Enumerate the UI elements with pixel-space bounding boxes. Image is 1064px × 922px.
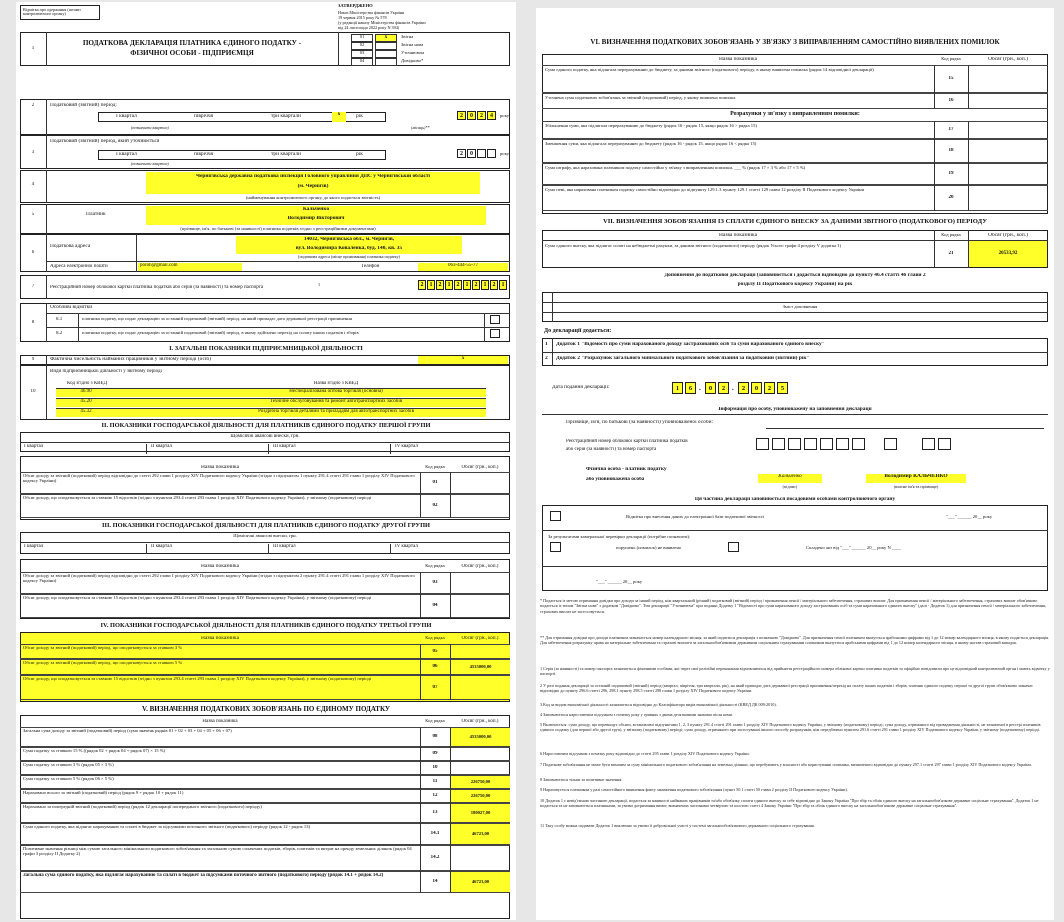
row-code: 14.2 [430,855,440,860]
year-word: року [500,114,510,118]
reg-cell[interactable] [852,438,865,450]
attachments-label: До декларації додається: [544,328,612,334]
payer-given-names: Володимир Вікторович [287,216,345,221]
column-header-name: Назва показника [201,636,239,641]
row-code: 03 [432,580,438,585]
row-code: 13 [432,810,438,815]
kved-code: 45.20 [80,399,92,404]
row-value[interactable]: 4535000,00 [451,660,510,674]
quarter-label: I квартал [24,544,44,549]
row-code: 01 [432,480,438,485]
row-text: Нараховано за попередній звітний (податковий) період (рядок 12 декларації попереднього звітного (податкового) періоду) [23,805,262,809]
kved-code: 45.32 [80,409,92,414]
kved-code-header: Код згідно з КВЕД [67,381,107,386]
mark-8-2-checkbox[interactable] [490,329,500,338]
row-number: 10 [30,389,36,394]
kved-code: 46.90 [80,389,92,394]
column-header-sum: Обсяг (грн., коп.) [461,564,499,569]
footnote: * Подається із метою отримання довідки про доходи за інший період, ніж квартальний (річний) податковий (звітний) період / призначення пенсії / матеріального забезпечення, страхових виплат. Для призначення пенсії / матеріального забезпечення, страхових виплат обов'язково подається із типом "Звітна нова" з додатком "Довідково". Тип декларації "Уточнююча" при поданні Додатку 1 "Відомості про суми нарахованого доходу застрахованих осіб та суми нарахованого єдиного внеску" (далі - Додаток 1) для призначення пенсії / матеріального забезпечення, страхових виплат не застосовується. [540,598,1046,614]
column-header-sum: Обсяг (грн., коп.) [461,719,499,724]
row-value[interactable] [451,495,510,517]
corr-q3-option[interactable]: три квартали [271,152,301,157]
row-value[interactable] [451,595,510,617]
no-violations-label: порушень (помилок) не виявлено [616,546,682,550]
row-number: 1 [31,46,35,51]
declaration-page-2: VI. ВИЗНАЧЕННЯ ПОДАТКОВИХ ЗОБОВ'ЯЗАНЬ У ЗВ'ЯЗКУ З ВИПРАВЛЕННЯМ САМОСТІЙНО ВИЯВЛЕНИХ ПОМИЛОК Назва показника Код рядка Обсяг (грн., коп.) Сума єдиного податку, яка підлягала перерахуванню до бюджету, за даними звітного (податкового) періоду, в якому виявлена помилка (рядок 14 відповідної декларації) 15 Уточнена сума податкових зобов'язань за звітний (податковий) період, у якому виявлена помилка 16 Розрахунки у зв'язку з виправленням помилки: Збільшення суми, яка підлягала перерахуванню до бюджету (рядок 16 - рядок 15, якщо рядок 16 > рядка 15) 17 Зменшення суми, яка підлягала перерахуванню до бюджету (рядок 16 - рядок 15, якщо рядок 16 < рядка 15) 18 Сума штрафу, яка нарахована платником податку самостійно у зв'язку з виправленням помилки, ___ % (рядок 17 × 3 % або 17 × 5 %) 19 Сума пені, яка нарахована платником податку самостійно відповідно до підпункту 129.1.3 пункту 129.1 статті 129 глави 12 розділу II Податкового кодексу України 20 VII. ВИЗНАЧЕННЯ ЗОБОВ'ЯЗАННЯ ІЗ СПЛАТИ ЄДИНОГО ВНЕСКУ ЗА ДАНИМИ ЗВІТНОГО (ПОДАТКОВОГО) ПЕРІОДУ Назва показника Код рядка Обсяг (грн., коп.) Сума єдиного внеску, яка підлягає сплаті на небюджетні рахунки, за даними звітного (податкового) періоду (рядок Усього графи 4 розділу V додатка 1) 21 20533,92 Доповнення до податкової декларації (заповнюється і додається відповідно до пункту 46.4 статті 46 глави 2 розділу II Податкового кодексу України) на рік Зміст доповнення До декларації додається: 1 Додаток 1 "Відомості про суми нарахованого доходу застрахованих осіб та суми нарахованого єдиного внеску" 2 Додаток 2 "Розрахунок загального мінімального податкового зобов'язання за податковий (звітний) рік" Дата подання декларації: 1 6 0 2 2 0 2 5 . . Інформація про особу, уповноважену на заповнення декларації Прізвище, ім'я, по батькові (за наявності) уповноваженої особи: Реєстраційний номер облікової картки платника податків або серія (за наявності) та номер паспорта Фізична особа - платник податку або уповноважена особа Кальченко (підпис) Володимир КАЛЬЧЕНКО (власне ім'я та прізвище) Ця частина декларації заповнюється посадовими особами контролюючого органу Відмітка про внесення даних до електронної бази податкової звітності "___" ______ 20__ року За результатами камеральної перевірки декларації (потрібне позначити): порушень (помилок) не виявлено Складено акт від "___" ______ 20__ року N ____ "___" ______ 20__ року * Подається із метою отримання довідки про доходи за інший період, ніж квартальний (річний) податковий (звітний) період / призначення пенсії / матеріального забезпечення, страхових виплат. Для призначення пенсії / матеріального забезпечення, страхових виплат обов'язково подається із типом "Звітна нова" з додатком "Довідково". Тип декларації "Уточнююча" при поданні Додатку 1 "Відомості про суми нарахованого доходу застрахованих осіб та суми нарахованого єдиного внеску" (далі - Додаток 1) для призначення пенсії / матеріального забезпечення, страхових виплат не застосовується. ** Для отримання довідки про доходи платником зазначається номер календарного місяця, за який подається декларація з позначкою "Довідково". Для призначення пенсії платником вказується арабськими цифрами від 1 до 12 номер календарного місяця, в якому подається декларація. Для забезпечення розрахунку права на матеріальне забезпечення та страхові виплати за загальнообов'язковим державним соціальним страхуванням платником вказується арабськими цифрами від 1 до 12 номер календарного місяця, в якому настав страховий випадок. 1 Серія (за наявності) та номер паспорта зазначається фізичними особами, які через свої релігійні переконання відмовляються від прийняття реєстраційного номера облікової картки платника податків та офіційно повідомили про це відповідний контролюючий орган і мають відмітку у паспорті. 2 У разі подання декларації за останній податковий (звітний) період (квартал, півріччя, три квартали, рік), на який припадає дата державної реєстрації припинення/перехід на сплату інших податків і зборів, платник єдиного податку першої та другої групи обов'язково зазначає відповідно до пункту 296.6 статті 296, 298.1 пункту 298.5 статті 298 глави 1 розділу XIV Податкового кодексу України. 3 Код за видом економічної діяльності зазначається відповідно до Класифікатора видів економічної діяльності (КВЕД ДК 009:2010). 4 Заповнюється наростаючим підсумком з початку року у гривнях з двома десятковими знаками після коми. 5 Включається: сума доходу, що перевищує обсяги, встановлені підпунктами 1, 2, 3 пункту 291.4 статті 291 глави 1 розділу XIV Податкового кодексу України, у звітному (податковому) періоді; сума доходу, отриманого від провадження діяльності, не зазначеної в реєстрі платників єдиного податку (для першої або другої груп), у звітному (податковому) періоді; сума доходу, отриманого при застосуванні іншого способу розрахунків, ніж передбачено пунктом 291.6 статті 291 глави 1 розділу XIV Податкового кодексу України, у звітному (податковому) періоді. 6 Наростаючим підсумком з початку року відповідно до статті 295 глави 1 розділу XIV Податкового кодексу України. 7 Податкове зобов'язання не може бути меншим за суму мінімального податкового зобов'язання на земельні ділянки, що перебувають у власності або користуванні платника, визначеного відповідно до пункту 297.1 статті 297 глави 1 розділу XIV Податкового кодексу України. 8 Заповнюється тільки за позитивне значення. 9 Нараховується платником у разі самостійного виявлення факту заниження податкового зобов'язання (пункт 50.1 статті 50 глави 2 розділу II Податкового кодексу України). 10 Додаток 1 є невід'ємною частиною декларації, подається за наявності найманих працівників та/або обов'язку сплати єдиного внеску за себе відповідно до Закону України "Про збір та облік єдиного внеску на загальнообов'язкове державне соціальне страхування". Додаток 1 не подається та не заповнюється платниками, за умови дотримання вимог, визначених частинами четвертою та шостою статті 4 Закону України "Про збір та облік єдиного внеску на загальнообов'язкове державне соціальне страхування". 11 Таку особу можна подавати Додаток 1 виключно за умови її добровільної участі у системі загальнообов'язкового державного соціального страхування. [536,8,1054,920]
tax-address-line-1: 14032, Чернігівська обл., м. Чернігів, [303,237,395,242]
corrected-period-selector [98,150,386,160]
row-text: Уточнена сума податкових зобов'язань за звітний (податковий) період, у якому виявлена помилка [545,96,736,100]
row-21-code: 21 [948,251,954,256]
digit-cell[interactable] [487,149,496,158]
row-number: 3 [31,150,35,155]
column-header-name: Назва показника [719,233,757,238]
phone-field[interactable]: 063-444-55-77 [418,263,508,271]
row-text: Обсяг доходу за звітний (податковий) період, що оподатковується за ставкою 5 % [23,661,183,665]
footnote: 5 Включається: сума доходу, що перевищує обсяги, встановлені підпунктами 1, 2, 3 пункту 291.4 статті 291 глави 1 розділу XIV Податкового кодексу України, у звітному (податковому) періоді; сума доходу, отриманого від провадження діяльності, не зазначеної в реєстрі платників єдиного податку (для першої або другої груп), у звітному (податковому) періоді; сума доходу, отриманого при застосуванні іншого способу розрахунків, ніж передбачено пунктом 291.6 статті 291 глави 1 розділу XIV Податкового кодексу України, у звітному (податковому) періоді. [540,722,1041,733]
row-value[interactable] [451,573,510,593]
digit-cell[interactable]: 2 [490,280,498,290]
row-number: 6 [31,250,35,255]
reg-cell[interactable] [884,438,897,450]
period-q3-option[interactable]: три квартали [271,114,301,119]
doc-type-label: Звітна нова [401,43,424,47]
control-date: "___" ______ 20__ року [596,580,643,584]
column-header-name: Назва показника [719,57,757,62]
approved-line: Наказ Міністерства фінансів України [338,11,405,15]
approved-line: 19 червня 2015 року № 578 [338,16,387,20]
row-code: 19 [948,171,954,176]
additions-heading: Доповнення до податкової декларації (заповнюється і додається відповідно до пункту 46.4 статті 46 глави 2 [664,273,926,278]
authorized-person-reg-label: Реєстраційний номер облікової картки платника податків [566,439,688,444]
row-value[interactable] [969,140,1047,162]
declaration-subtitle: ФІЗИЧНОЇ ОСОБИ - ПІДПРИЄМЦЯ [130,50,254,57]
row-code: 05 [432,648,438,654]
row-number: 5 [31,212,35,217]
signer-name-field[interactable]: Володимир КАЛЬЧЕНКО [866,474,966,483]
row-21-value[interactable]: 20533,92 [969,241,1047,267]
quarter-label: I квартал [24,444,44,449]
kved-list [56,388,486,418]
row-text: Нараховано всього за звітний (податковий) період (рядок 9 + рядок 10 + рядок 11) [23,791,184,795]
row-text: Загальна сума єдиного податку, яка підлягає нарахуванню та сплаті в бюджет за підсумками поточного звітного (податкового) періоду (рядок 14.1 + рядок 14.2) [23,873,384,878]
declaration-title: ПОДАТКОВА ДЕКЛАРАЦІЯ ПЛАТНИКА ЄДИНОГО ПОДАТКУ - [82,40,302,47]
row-code: 15 [948,76,954,81]
period-q1-option[interactable]: I квартал [116,114,137,119]
payer-surname: Кальченко [302,207,330,212]
additions-content-header: Зміст доповнення [782,305,818,309]
row-code: 04 [432,603,438,608]
db-entry-label: Відмітка про внесення даних до електронної бази податкової звітності [626,515,765,519]
column-header-sum: Обсяг (грн., коп.) [988,233,1028,238]
row-text: Обсяг доходу, що оподатковується за ставкою 15 відсотків (згідно з пунктом 293.4 статті 293 глави 1 розділу XIV Податкового кодексу України), у звітному (податковому) періоді [23,677,372,681]
advance-payments-label: Щомісячні авансові внески, грн. [230,434,300,439]
signer-name-note: (власне ім'я та прізвище) [893,485,939,489]
column-header-code: Код рядка [425,636,445,640]
doc-type-checkbox[interactable] [375,58,397,66]
reg-cell[interactable] [820,438,833,450]
date-digit[interactable]: 5 [777,382,788,394]
footnote: 8 Заповнюється тільки за позитивне значення. [540,777,623,782]
date-digit[interactable]: 0 [751,382,762,394]
tax-address-line-2: вул. Володимира Коваленка, буд. 140, кв. 35 [295,246,403,251]
approved-line: (у редакції наказу Міністерства фінансів України [338,21,426,25]
row-text: Сума єдиного податку, яка підлягає нарахуванню та сплаті в бюджет за підсумками поточного звітного (податкового) періоду (рядок 12 - рядок 13) [23,825,311,829]
authorized-person-name-label: Прізвище, ім'я, по батькові (за наявності) уповноваженої особи: [566,420,713,425]
row-text: Обсяг доходу за звітний (податковий) період відповідно до статті 292 глави 1 розділу XIV Податкового кодексу України (згідно з підпунктом 1 пункту 291.4 статті 291 глави 1 розділу XIV Податкового кодексу України) [23,474,415,483]
db-entry-checkbox[interactable] [550,511,561,521]
row-value[interactable] [451,748,510,760]
date-digit[interactable]: 2 [738,382,749,394]
section-1-heading: I. ЗАГАЛЬНІ ПОКАЗНИКИ ПІДПРИЄМНИЦЬКОЇ ДІЯЛЬНОСТІ [169,345,363,352]
control-section-heading: Ця частина декларації заповнюється посадовими особами контролюючого органу [694,497,896,502]
doc-type-label: Уточнююча [401,51,425,55]
corr-half-option[interactable]: півріччя [194,152,214,157]
quarter-label: II квартал [146,444,264,454]
row-value[interactable]: 226750,00 [451,790,510,802]
date-digit[interactable]: 2 [718,382,729,394]
footnote: 9 Нараховується платником у разі самостійного виявлення факту заниження податкового зобов'язання (пункт 50.1 статті 50 глави 2 розділу II Податкового кодексу України). [540,787,848,792]
row-number: 4 [31,182,35,187]
mark-8-2-number: 8.2 [56,331,63,336]
digit-cell[interactable]: 2 [457,149,466,158]
tax-office-note: (найменування контролюючого органу, до якого подається звітність) [245,196,381,200]
receipt-stamp-text: Відмітка про одержання (штамп контролюючого органу) [23,8,81,17]
row-value[interactable] [451,676,510,699]
payer-label: Платник [86,212,106,217]
attachment-2: Додаток 2 "Розрахунок загального мінімального податкового зобов'язання за податковий (звітний) рік" [556,356,810,361]
footnote: 7 Податкове зобов'язання не може бути меншим за суму мінімального податкового зобов'язання на земельні ділянки, що перебувають у власності або користуванні платника, визначеного відповідно до пункту 297.1 статті 297 глави 1 розділу XIV Податкового кодексу України. [540,762,1032,767]
row-value[interactable] [451,762,510,774]
authorized-person-heading: Інформація про особу, уповноважену на заповнення декларації [718,407,872,412]
digit-cell[interactable]: 1 [463,280,471,290]
row-text: Сума податку за ставкою 15 % ((рядок 02 + рядок 04 + рядок 07) × 15 %) [23,749,166,753]
doc-type-code: 03 [351,50,373,58]
period-half-option[interactable]: півріччя [194,114,214,119]
footnote: 3 Код за видом економічної діяльності зазначається відповідно до Класифікатора видів економічної діяльності (КВЕД ДК 009:2010). [540,702,777,707]
row-number: 8 [31,320,35,325]
mark-8-2-text: платника податку, що подає декларацію за останній податковий (звітний) період, в якому здійснено перехід на сплату інших податків і зборів [82,331,359,335]
row-value[interactable] [451,645,510,658]
email-field[interactable]: poroh@gmail.com [138,263,242,271]
digit-cell[interactable]: 1 [481,280,489,290]
section-3-quarters [20,542,510,554]
desk-audit-label: За результатами камеральної перевірки декларації (потрібне позначити): [548,535,691,539]
phone-label: Телефон [361,264,380,269]
row-code: 02 [432,503,438,508]
section-7-heading: VII. ВИЗНАЧЕННЯ ЗОБОВ'ЯЗАННЯ ІЗ СПЛАТИ ЄДИНОГО ВНЕСКУ ЗА ДАНИМИ ЗВІТНОГО (ПОДАТКОВОГО) ПЕРІОДУ [602,218,988,225]
employees-count[interactable]: 5 [418,356,508,364]
document-type-list [351,34,501,66]
reg-cell[interactable] [938,438,951,450]
date-digit[interactable]: 2 [764,382,775,394]
rnokpp-label: Реєстраційний номер облікової картки платника податків або серія (за наявності) та номер паспорта [50,285,264,290]
signature-note: (підпис) [782,485,798,489]
row-value[interactable]: 4535000,00 [451,728,510,746]
row-text: Сума податку за ставкою 3 % (рядок 05 × 3 %) [23,763,114,767]
row-8-frame [20,303,510,342]
reg-cell[interactable] [772,438,785,450]
digit-cell[interactable]: 1 [427,280,435,290]
signature-field[interactable]: Кальченко [758,474,822,483]
act-drawn-checkbox[interactable] [728,542,739,552]
row-code: 06 [432,664,438,669]
receipt-stamp-box [20,5,100,20]
row-code: 17 [948,127,954,132]
row-code: 10 [432,765,438,770]
row-value[interactable] [969,122,1047,138]
period-year-option[interactable]: рік [356,114,363,119]
digit-cell[interactable]: 2 [472,280,480,290]
column-header-code: Код рядка [941,233,961,237]
doc-type-checkbox[interactable]: x [375,34,397,42]
doc-type-checkbox[interactable] [375,42,397,50]
quarter-label: IV квартал [390,444,508,454]
row-code: 18 [948,148,954,153]
kved-name-header: Назва згідно з КВЕД [313,381,359,386]
signer-label: Фізична особа - платник податку [586,467,667,472]
reg-cell[interactable] [756,438,769,450]
corr-q1-option[interactable]: I квартал [116,152,137,157]
period-note: (позначити квартал) [131,126,169,130]
row-code: 11 [432,779,438,784]
row-value[interactable] [969,186,1047,210]
row-value[interactable]: 46723,00 [451,872,510,892]
row-value[interactable]: 46723,00 [451,824,510,844]
digit-cell[interactable]: 2 [457,111,466,120]
row-text: Сума штрафу, яка нарахована платником податку самостійно у зв'язку з виправленням помилки, ___ % (рядок 17 × 3 % або 17 × 5 %) [545,166,806,170]
section-2-quarters [20,442,510,452]
kved-name: Неспеціалізована оптова торгівля (основна) [289,389,383,394]
tax-address-label: Податкова адреса [50,244,91,249]
digit-cell[interactable]: 2 [477,111,486,120]
reg-cell[interactable] [788,438,801,450]
row-value[interactable] [969,164,1047,184]
date-sep: . [699,385,701,392]
footnote-mark: 1 [318,283,321,287]
tax-office-name: Чернігівська державна податкова інспекція Головного управління ДПС у Чернігівській області [196,174,430,179]
db-entry-date: "___" ______ 20__ року [946,515,993,519]
row-21-text: Сума єдиного внеску, яка підлягає сплаті на небюджетні рахунки, за даними звітного (податкового) періоду (рядок Усього графи 4 розділу V додатка 1) [545,244,841,248]
digit-cell[interactable]: 1 [445,280,453,290]
row-text: Обсяг доходу за звітний (податковий) період, що оподатковується за ставкою 3 % [23,646,183,650]
row-text: Сума пені, яка нарахована платником податку самостійно відповідно до підпункту 129.1.3 пункту 129.1 статті 129 глави 12 розділу II Податкового кодексу України [545,188,865,192]
date-digit[interactable]: 0 [705,382,716,394]
kved-label: Види підприємницької діяльності у звітному періоді [50,369,162,374]
row-code: 07 [432,684,438,690]
doc-type-code: 02 [351,42,373,50]
mark-8-1-checkbox[interactable] [490,315,500,324]
footnote: 4 Заповнюється наростаючим підсумком з початку року у гривнях з двома десятковими знаками після коми. [540,712,733,717]
digit-cell[interactable]: 2 [418,280,426,290]
quarter-label: III квартал [268,544,386,554]
doc-type-label: Звітна [401,35,414,39]
row-value[interactable]: 226750,00 [451,776,510,788]
row-number: 7 [31,284,35,289]
footnote: 1 Серія (за наявності) та номер паспорта зазначається фізичними особами, які через свої релігійні переконання відмовляються від прийняття реєстраційного номера облікової картки платника податків та офіційно повідомили про це відповідний контролюючий орган і мають відмітку у паспорті. [540,666,1050,677]
section-4-heading: IV. ПОКАЗНИКИ ГОСПОДАРСЬКОЇ ДІЯЛЬНОСТІ ДЛЯ ПЛАТНИКІВ ЄДИНОГО ПОДАТКУ ТРЕТЬОЇ ГРУПИ [100,622,432,629]
footnote: 10 Додаток 1 є невід'ємною частиною декларації, подається за наявності найманих працівників та/або обов'язку сплати єдиного внеску за себе відповідно до Закону України "Про збір та облік єдиного внеску на загальнообов'язкове державне соціальне страхування". Додаток 1 не подається та не заповнюється платниками, за умови дотримання вимог, визначених частинами четвертою та шостою статті 4 Закону України "Про збір та облік єдиного внеску на загальнообов'язкове державне соціальне страхування". [540,798,1039,809]
row-code: 14.1 [430,831,440,836]
row-value[interactable] [451,473,510,493]
mark-8-1-text: платника податку, що подає декларацію за останній податковий (звітний) період, на який припадає дата державної реєстрації припинення [82,317,352,321]
date-sep: . [732,385,734,392]
corr-year-option[interactable]: рік [356,152,363,157]
digit-cell[interactable]: 4 [487,111,496,120]
row-number: 2 [31,103,35,108]
authorized-person-reg-label-2: або серія (за наявності) та номер паспорта [566,447,657,452]
digit-cell[interactable] [477,149,486,158]
digit-cell[interactable]: 2 [454,280,462,290]
doc-type-code: 01 [351,34,373,42]
payer-note: (прізвище, ім'я, по батькові (за наявності) платника податків згідно з реєстраційними документами) [180,227,376,231]
mark-8-1-number: 8.1 [56,317,63,322]
row-code: 08 [432,734,438,739]
column-header-sum: Обсяг (грн., коп.) [461,465,499,470]
footnote: ** Для отримання довідки про доходи платником зазначається номер календарного місяця, за який подається декларація з позначкою "Довідково". Для призначення пенсії платником вказується арабськими цифрами від 1 до 12 номер календарного місяця, в якому подається декларація. Для забезпечення розрахунку права на матеріальне забезпечення та страхові виплати за загальнообов'язковим державним соціальним страхуванням платником вказується арабськими цифрами від 1 до 12 номер календарного місяця, в якому настав страховий випадок. [540,635,1050,646]
digit-cell[interactable]: 2 [436,280,444,290]
reporting-period-label: Податковий (звітний) період: [50,103,117,108]
column-header-code: Код рядка [941,57,961,61]
month-note: (місяць)** [411,126,430,130]
row-text: Збільшення суми, яка підлягала перерахуванню до бюджету (рядок 16 - рядок 15, якщо рядок 16 > рядка 15) [545,124,757,128]
row-number: 9 [31,357,35,362]
employees-label: Фактична чисельність найманих працівників у звітному періоді (осіб) [50,357,211,362]
period-note: (позначити квартал) [131,162,169,166]
approved-line: від 24 листопада 2022 року N 394) [338,26,400,30]
row-text: Обсяг доходу, що оподатковується за ставкою 15 відсотків (згідно з пунктом 293.4 статті 293 глави 1 розділу XIV Податкового кодексу України), у звітному (податковому) періоді [23,496,372,500]
row-text: Позитивне значення різниці між сумою загального мінімального податкового зобов'язання та загальною сумою сплачених податків, зборів, платежів та витрат на оренду земельних ділянок (рядок 04 графи 3 розділу II Додатку 2) [23,847,412,856]
row-code: 12 [432,793,438,798]
date-digit[interactable]: 6 [685,382,696,394]
row-value[interactable] [969,94,1047,108]
date-digit[interactable]: 1 [672,382,683,394]
kved-name: Роздрібна торгівля деталями та приладдям для автотранспортних засобів [258,409,414,414]
attachment-1: Додаток 1 "Відомості про суми нарахованого доходу застрахованих осіб та суми нарахованого єдиного внеску" [556,342,825,347]
corrected-period-label: Податковий (звітний) період, який уточнюється [50,139,160,144]
row-text: Загальна сума доходу за звітний (податковий) період (сума значень рядків 01 + 02 + 03 + 04 + 05 + 06 + 07) [23,729,232,733]
email-label: Адреса електронної пошти [50,264,108,269]
no-violations-checkbox[interactable] [550,542,561,552]
approved-title: ЗАТВЕРДЖЕНО [338,4,373,8]
reg-cell[interactable] [922,438,935,450]
column-header-code: Код рядка [425,719,445,723]
tax-office-city: (м. Чернігів) [297,184,329,189]
column-header-sum: Обсяг (грн., коп.) [988,57,1028,62]
doc-type-checkbox[interactable] [375,50,397,58]
kved-name: Технічне обслуговування та ремонт автотранспортних засобів [269,399,403,404]
footnote: 6 Наростаючим підсумком з початку року відповідно до статті 295 глави 1 розділу XIV Податкового кодексу України. [540,751,750,756]
footnote: 2 У разі подання декларації за останній податковий (звітний) період (квартал, півріччя, три квартали, рік), на який припадає дата державної реєстрації припинення/перехід на сплату інших податків і зборів, платник єдиного податку першої та другої групи обов'язково зазначає відповідно до пункту 296.6 статті 296, 298.1 пункту 298.5 статті 298 глави 1 розділу XIV Податкового кодексу України. [540,683,1033,694]
footnotes [536,598,1054,918]
additions-heading-2: розділу II Податкового кодексу України) на рік [737,282,853,287]
doc-type-code: 04 [351,58,373,66]
period-year-checkbox[interactable]: x [332,112,346,122]
digit-cell[interactable]: 0 [467,111,476,120]
row-code: 16 [948,98,954,103]
doc-type-label: Довідково* [401,59,424,63]
row-text: Зменшення суми, яка підлягала перерахуванню до бюджету (рядок 16 - рядок 15, якщо рядок 16 < рядка 15) [545,142,757,146]
column-header-code: Код рядка [425,564,445,568]
section-3-heading: III. ПОКАЗНИКИ ГОСПОДАРСЬКОЇ ДІЯЛЬНОСТІ ДЛЯ ПЛАТНИКІВ ЄДИНОГО ПОДАТКУ ДРУГОЇ ГРУПИ [101,522,431,529]
column-header-name: Назва показника [202,719,238,724]
section-5-heading: V. ВИЗНАЧЕННЯ ПОДАТКОВИХ ЗОБОВ'ЯЗАНЬ ПО ЄДИНОМУ ПОДАТКУ [141,705,391,713]
tax-address-note: (податкова адреса (місце проживання) платника податку) [298,255,400,259]
submission-date-label: Дата подання декларації: [552,385,610,390]
act-drawn-label: Складено акт від "___" ______ 20__ року N ____ [806,546,902,550]
section-2-heading: II. ПОКАЗНИКИ ГОСПОДАРСЬКОЇ ДІЯЛЬНОСТІ ДЛЯ ПЛАТНИКІВ ЄДИНОГО ПОДАТКУ ПЕРШОЇ ГРУПИ [101,422,431,429]
column-header-name: Назва показника [201,564,239,569]
row-text: Сума єдиного податку, яка підлягала перерахуванню до бюджету, за даними звітного (податкового) періоду, в якому виявлена помилка (рядок 14 відповідної декларації) [545,68,874,72]
column-header-code: Код рядка [425,465,445,469]
row-value[interactable]: 180027,00 [451,804,510,822]
row-text: Сума податку за ставкою 5 % (рядок 06 × 5 %) [23,777,114,781]
row-code: 14 [432,879,438,884]
digit-cell[interactable]: 0 [467,149,476,158]
year-word: року [500,152,510,156]
reg-cell[interactable] [804,438,817,450]
advance-payments-label: Щомісячні авансові внески, грн. [233,534,297,538]
declaration-page-1 [16,2,516,920]
digit-cell[interactable]: 1 [499,280,507,290]
row-value[interactable] [451,846,510,870]
column-header-sum: Обсяг (грн., коп.) [461,636,499,641]
row-text: Обсяг доходу, що оподатковується за ставкою 15 відсотків (згідно з пунктом 293.4 статті 293 глави 1 розділу XIV Податкового кодексу України), у звітному (податковому) періоді [23,596,372,600]
footnote: 11 Таку особу можна подавати Додаток 1 виключно за умови її добровільної участі у системі загальнообов'язкового державного соціального страхування. [540,823,815,828]
row-text: Обсяг доходу за звітний (податковий) період відповідно до статті 292 глави 1 розділу XIV Податкового кодексу України (згідно з підпунктом 2 пункту 291.4 статті 291 глави 1 розділу XIV Податкового кодексу України) [23,574,415,583]
quarter-label: II квартал [146,544,264,554]
quarter-label: IV квартал [390,544,508,554]
row-code: 20 [948,195,954,200]
correction-subheading: Розрахунки у зв'язку з виправленням помилки: [730,111,860,117]
signer-label-2: або уповноважена особа [586,477,645,482]
quarter-label: III квартал [268,444,386,454]
row-value[interactable] [969,66,1047,92]
reg-cell[interactable] [836,438,849,450]
row-code: 09 [432,751,438,756]
column-header-name: Назва показника [201,465,239,470]
section-6-heading: VI. ВИЗНАЧЕННЯ ПОДАТКОВИХ ЗОБОВ'ЯЗАНЬ У ЗВ'ЯЗКУ З ВИПРАВЛЕННЯМ САМОСТІЙНО ВИЯВЛЕНИХ ПОМИЛОК [590,38,1000,46]
special-marks-label: Особливі відмітки [50,305,93,310]
